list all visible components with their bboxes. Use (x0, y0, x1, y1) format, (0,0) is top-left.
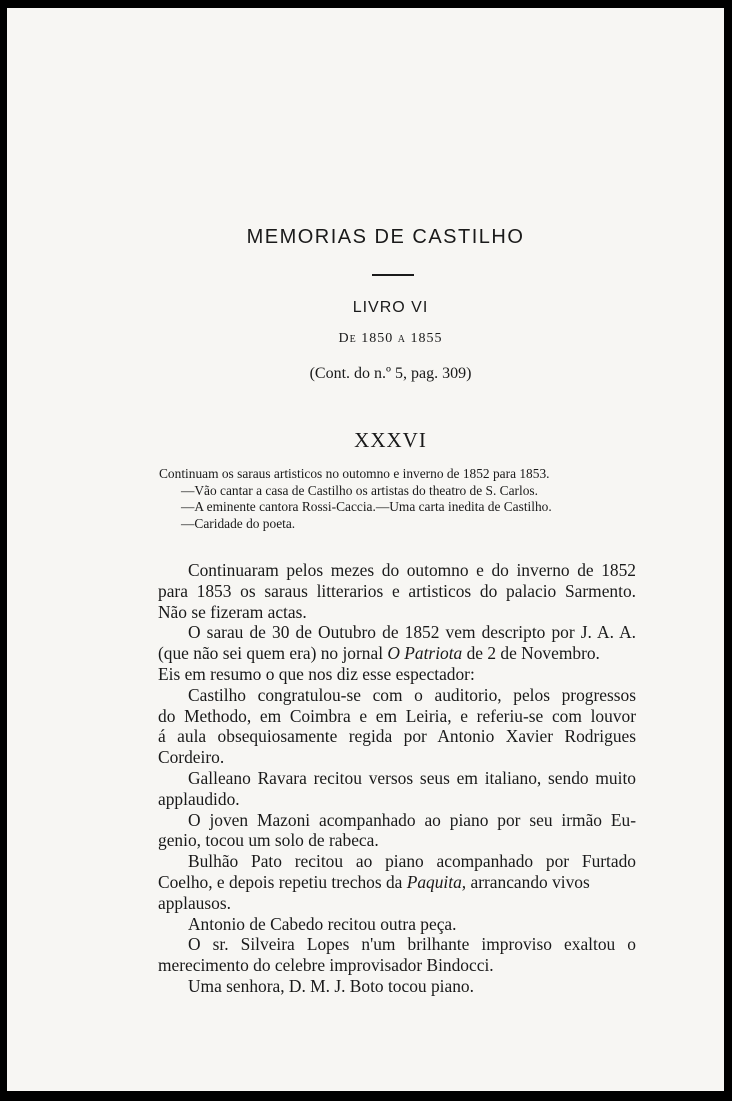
summary-line: Continuam os saraus artisticos no outomno e inverno de 1852 para 1853. (159, 466, 550, 481)
body-line: applaudido. (158, 788, 240, 809)
book-page (7, 8, 724, 1091)
work-title: Paquita, (406, 871, 467, 892)
continuation-note: (Cont. do n.º 5, pag. 309) (309, 365, 472, 382)
summary-line: —A eminente cantora Rossi-Caccia.—Uma carta inedita de Castilho. (181, 499, 552, 514)
body-line: Não se fizeram actas. (158, 601, 307, 622)
summary-line: —Caridade do poeta. (181, 515, 296, 531)
period-heading: De 1850 a 1855 (338, 331, 443, 346)
body-line: Castilho congratulou-se com o auditorio, pelos progressos (188, 684, 636, 705)
book-heading: LIVRO VI (352, 299, 429, 316)
body-line: Galleano Ravara recitou versos seus em italiano, sendo muito (188, 767, 636, 788)
body-line: O joven Mazoni acompanhado ao piano por seu irmão Eu- (188, 809, 636, 830)
newspaper-title: O Patriota (387, 643, 463, 664)
body-line: Continuaram pelos mezes do outomno e do inverno de 1852 (188, 560, 636, 580)
body-line: Bulhão Pato recitou ao piano acompanhado por Furtado (188, 851, 636, 872)
body-line: Cordeiro. (158, 747, 225, 768)
body-line: do Methodo, em Coimbra e em Leiria, e referiu-se com louvor (158, 705, 636, 726)
chapter-summary (159, 466, 649, 532)
body-line: Antonio de Cabedo recitou outra peça. (188, 913, 457, 934)
page-title: MEMORIAS DE CASTILHO (246, 226, 525, 248)
body-line: Eis em resumo o que nos diz esse espectador: (158, 663, 475, 684)
summary-line: —Vão cantar a casa de Castilho os artistas do theatro de S. Carlos. (181, 482, 538, 498)
body-text-segment: (que não sei quem era) no jornal (158, 643, 388, 664)
body-line: genio, tocou um solo de rabeca. (158, 830, 379, 851)
body-text (158, 560, 636, 997)
body-line: O sarau de 30 de Outubro de 1852 vem descripto por J. A. A. (188, 622, 636, 643)
title-rule (372, 274, 414, 276)
body-line (158, 643, 636, 664)
body-text-segment: de 2 de Novembro. (462, 643, 600, 664)
chapter-number: XXXVI (354, 428, 427, 452)
body-line: á aula obsequiosamente regida por Antonio Xavier Rodrigues (158, 726, 636, 747)
body-line: merecimento do celebre improvisador Bindocci. (158, 955, 494, 976)
body-text-segment: arrancando vivos (466, 871, 590, 892)
body-line (158, 872, 636, 893)
body-line: Uma senhora, D. M. J. Boto tocou piano. (188, 975, 474, 996)
body-line: applausos. (158, 892, 231, 913)
body-line: O sr. Silveira Lopes n'um brilhante improviso exaltou o (188, 934, 636, 955)
body-text-segment: Coelho, e depois repetiu trechos da (158, 871, 407, 892)
body-line: para 1853 os saraus litterarios e artisticos do palacio Sarmento. (158, 580, 636, 601)
